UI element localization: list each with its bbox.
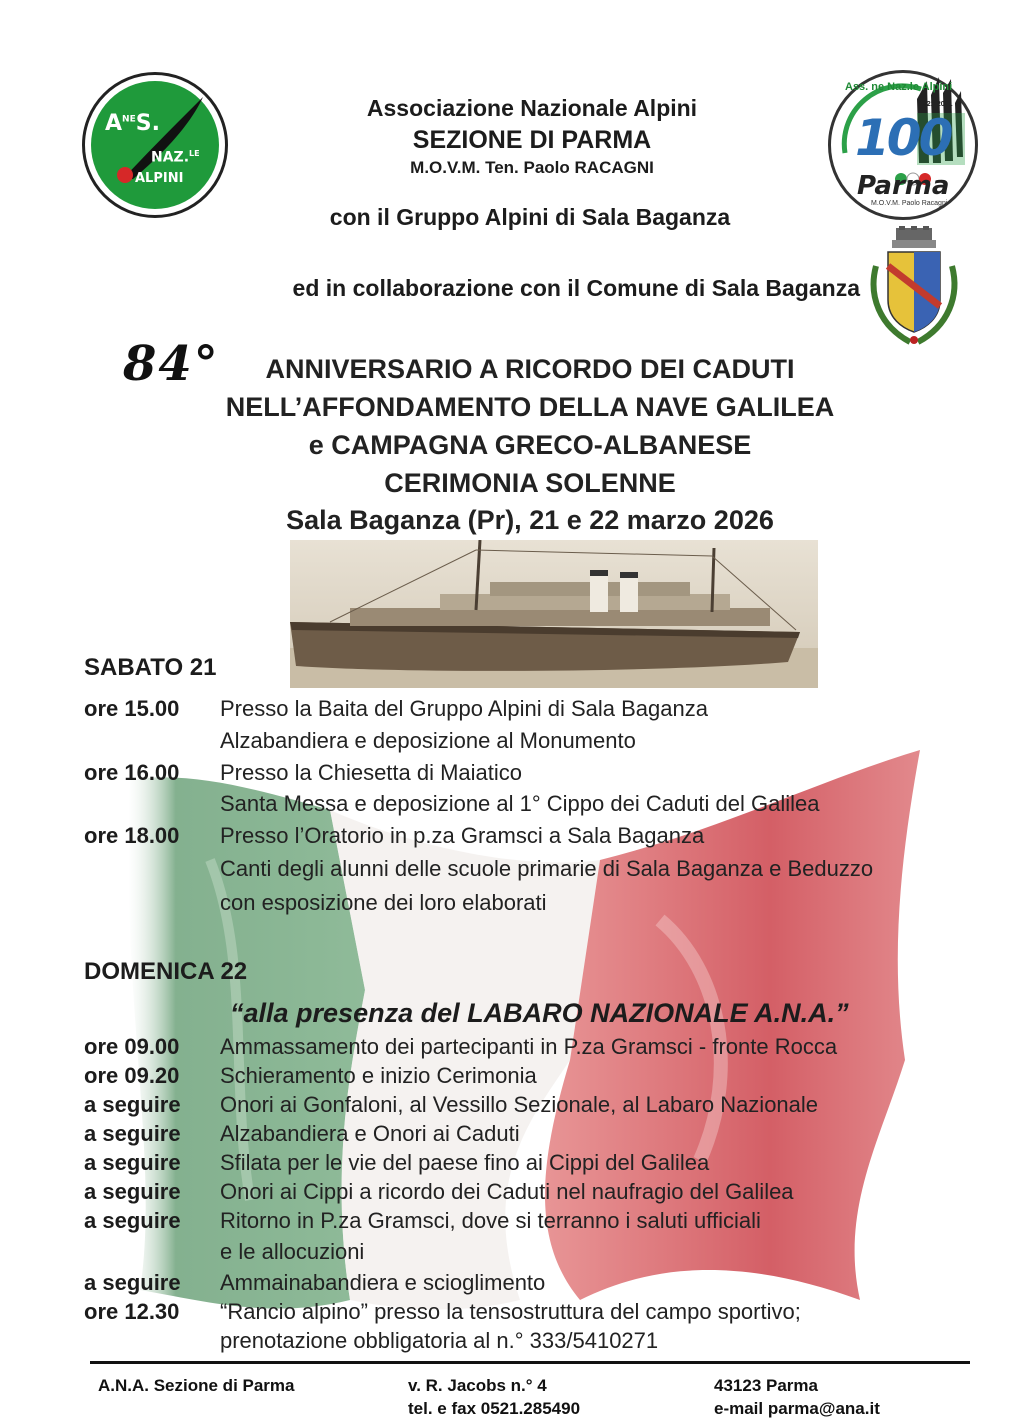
schedule-row: [84, 1270, 984, 1300]
association-name: Associazione Nazionale Alpini: [366, 95, 698, 121]
schedule-row: [84, 1121, 984, 1151]
schedule-time: ore 09.20: [84, 1063, 180, 1088]
centenary-logo-city: Parma: [857, 171, 950, 201]
schedule-description: Onori ai Cippi a ricordo dei Caduti nel naufragio del Galilea: [220, 1179, 794, 1204]
schedule-time: a seguire: [84, 1121, 181, 1146]
ana-logo: [82, 72, 228, 218]
title-line-2: NELL’AFFONDAMENTO DELLA NAVE GALILEA: [225, 392, 835, 422]
schedule-description: e le allocuzioni: [220, 1239, 365, 1264]
footer-org: A.N.A. Sezione di Parma: [98, 1376, 295, 1395]
schedule-description: Schieramento e inizio Cerimonia: [220, 1063, 537, 1088]
schedule-description: Canti degli alunni delle scuole primarie di Sala Baganza e Beduzzo: [220, 856, 874, 881]
event-date-place: Sala Baganza (Pr), 21 e 22 marzo 2026: [286, 505, 774, 535]
sala-baganza-crest-icon: [866, 226, 962, 350]
schedule-row: [84, 791, 984, 821]
centenary-logo-caption: M.O.V.M. Paolo Racagni: [871, 200, 948, 207]
ana-logo-text-alpini: ALPINI: [135, 171, 184, 186]
title-line-4: CERIMONIA SOLENNE: [384, 468, 676, 498]
schedule-description: Alzabandiera e deposizione al Monumento: [220, 728, 636, 753]
ana-logo-text-naz: NAZ.$^{LE}$: [151, 149, 200, 166]
schedule-row: [84, 890, 984, 920]
saturday-heading: SABATO 21: [84, 654, 217, 681]
schedule-description: “Rancio alpino” presso la tensostruttura del campo sportivo;: [220, 1299, 801, 1324]
schedule-time: ore 12.30: [84, 1299, 180, 1324]
centenary-logo: [828, 70, 978, 220]
schedule-time: a seguire: [84, 1150, 181, 1175]
schedule-row: [84, 1239, 984, 1269]
movm-dedication: M.O.V.M. Ten. Paolo RACAGNI: [410, 158, 654, 177]
schedule-row: [84, 1034, 984, 1064]
schedule-row: [84, 696, 984, 726]
schedule-row: [84, 1179, 984, 1209]
sunday-heading: DOMENICA 22: [84, 958, 248, 985]
schedule-description: Ritorno in P.za Gramsci, dove si terranno i saluti ufficiali: [220, 1208, 761, 1233]
schedule-row: [84, 1328, 984, 1358]
schedule-row: [84, 1150, 984, 1180]
footer-phone: tel. e fax 0521.285490: [408, 1399, 581, 1418]
title-line-3: e CAMPAGNA GRECO-ALBANESE: [308, 430, 752, 460]
schedule-description: Presso l’Oratorio in p.za Gramsci a Sala Baganza: [220, 823, 705, 848]
ana-logo-text-a: $A^{NE}S$.: [105, 111, 160, 136]
schedule-description: prenotazione obbligatoria al n.° 333/5410271: [220, 1328, 659, 1353]
galilea-ship-photo: [290, 540, 818, 688]
collaboration-line: ed in collaborazione con il Comune di Sala Baganza: [292, 275, 860, 301]
schedule-time: ore 18.00: [84, 823, 180, 848]
schedule-description: Ammassamento dei partecipanti in P.za Gramsci - fronte Rocca: [220, 1034, 838, 1059]
schedule-description: Onori ai Gonfaloni, al Vessillo Sezionale, al Labaro Nazionale: [220, 1092, 819, 1117]
schedule-row: [84, 728, 984, 758]
schedule-description: con esposizione dei loro elaborati: [220, 890, 547, 915]
schedule-row: [84, 856, 984, 886]
schedule-description: Presso la Chiesetta di Maiatico: [220, 760, 523, 785]
schedule-description: Ammainabandiera e scioglimento: [220, 1270, 546, 1295]
schedule-description: Santa Messa e deposizione al 1° Cippo dei Caduti del Galilea: [220, 791, 820, 816]
labaro-quote: “alla presenza del LABARO NAZIONALE A.N.A.”: [230, 998, 849, 1028]
anniversary-number: 84°: [123, 336, 220, 392]
schedule-time: a seguire: [84, 1179, 181, 1204]
section-name: SEZIONE DI PARMA: [412, 126, 652, 154]
schedule-description: Sfilata per le vie del paese fino ai Cippi del Galilea: [220, 1150, 710, 1175]
footer-address: v. R. Jacobs n.° 4: [408, 1376, 547, 1395]
centenary-logo-arc-text: Ass. ne Naz.le Alpini: [845, 81, 953, 93]
feather-icon: [85, 75, 225, 215]
schedule-time: ore 16.00: [84, 760, 180, 785]
schedule-time: a seguire: [84, 1208, 181, 1233]
schedule-row: [84, 1208, 984, 1238]
organizing-group: con il Gruppo Alpini di Sala Baganza: [329, 204, 731, 230]
footer-city: 43123 Parma: [714, 1376, 818, 1395]
schedule-time: ore 15.00: [84, 696, 180, 721]
footer-divider: [90, 1361, 970, 1364]
schedule-description: Presso la Baita del Gruppo Alpini di Sala Baganza: [220, 696, 708, 721]
schedule-time: a seguire: [84, 1092, 181, 1117]
schedule-description: Alzabandiera e Onori ai Caduti: [220, 1121, 520, 1146]
centenary-logo-number: 100: [855, 109, 951, 167]
schedule-time: ore 09.00: [84, 1034, 180, 1059]
schedule-row: [84, 1092, 984, 1122]
centenary-logo-years: 1921-2021: [919, 101, 953, 108]
schedule-row: [84, 1299, 984, 1329]
schedule-row: [84, 1063, 984, 1093]
schedule-time: a seguire: [84, 1270, 181, 1295]
footer-email: e-mail parma@ana.it: [714, 1399, 880, 1418]
schedule-row: [84, 760, 984, 790]
schedule-row: [84, 823, 984, 853]
title-line-1: ANNIVERSARIO A RICORDO DEI CADUTI: [265, 354, 795, 384]
